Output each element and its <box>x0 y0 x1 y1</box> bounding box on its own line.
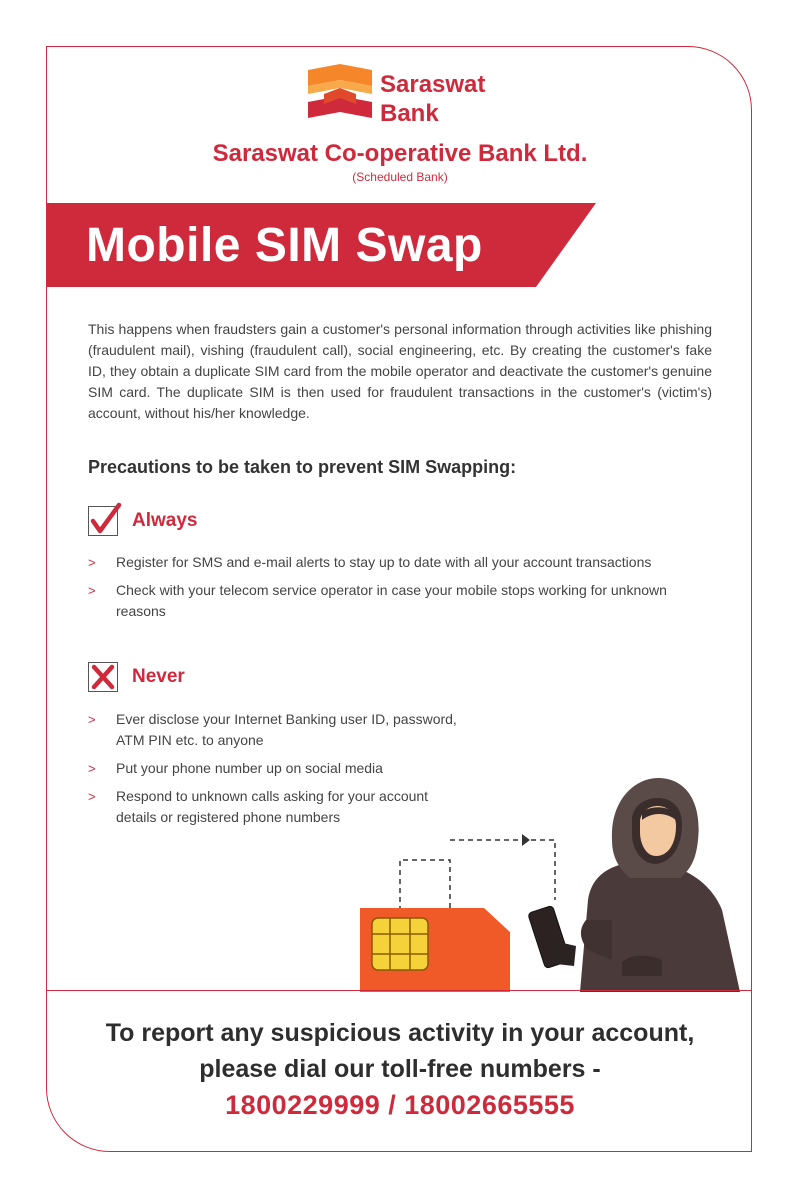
always-list <box>88 552 698 629</box>
list-item <box>88 709 468 751</box>
check-icon <box>87 501 123 539</box>
saraswat-logo-icon <box>304 64 376 126</box>
chevron-right-icon: > <box>88 555 96 570</box>
always-heading <box>88 506 197 536</box>
never-heading <box>88 662 185 692</box>
chevron-right-icon: > <box>88 789 96 804</box>
cross-icon <box>87 657 119 693</box>
logo-wordmark <box>380 70 485 128</box>
report-line-1: To report any suspicious activity in your account, <box>105 1019 695 1047</box>
list-item-text: Register for SMS and e-mail alerts to stay up to date with all your account transactions <box>116 554 652 570</box>
logo-line-1: Saraswat <box>380 71 486 98</box>
report-line-2: please dial our toll-free numbers - <box>199 1055 601 1083</box>
chevron-right-icon: > <box>88 712 96 727</box>
list-item-text: Check with your telecom service operator in case your mobile stops working for unknown reasons <box>116 582 667 619</box>
sim-swap-illustration <box>350 770 750 992</box>
chevron-right-icon: > <box>88 761 96 776</box>
hooded-fraudster-icon <box>528 778 740 992</box>
logo-line-2: Bank <box>380 100 439 127</box>
checkbox-frame <box>88 506 118 536</box>
list-item-text: Put your phone number up on social media <box>116 760 383 776</box>
list-item-text: Respond to unknown calls asking for your account details or registered phone numbers <box>116 788 429 825</box>
bank-subtitle: (Scheduled Bank) <box>352 170 448 184</box>
list-item-text: Ever disclose your Internet Banking user ID, password, ATM PIN etc. to anyone <box>116 711 457 748</box>
sim-chip-icon <box>372 918 428 970</box>
always-label: Always <box>132 510 198 531</box>
report-message <box>0 1015 800 1087</box>
bank-full-name: Saraswat Co-operative Bank Ltd. <box>212 140 588 167</box>
chevron-right-icon: > <box>88 583 96 598</box>
list-item <box>88 580 698 622</box>
page-title: Mobile SIM Swap <box>86 219 483 272</box>
checkbox-frame <box>88 662 118 692</box>
precautions-heading: Precautions to be taken to prevent SIM Swapping: <box>88 457 517 477</box>
intro-paragraph: This happens when fraudsters gain a customer's personal information through activities like phishing (fraudulent mail), vishing (fraudulent call), social engineering, etc. By creating the customer's fake ID, they obtain a duplicate SIM card from the mobile operator and deactivate the customer's genuine SIM card. The duplicate SIM is then used for fraudulent transactions in the customer's (victim's) account, without his/her knowledge. <box>88 321 712 421</box>
toll-free-numbers: 1800229999 / 18002665555 <box>225 1090 575 1120</box>
list-item <box>88 552 698 573</box>
footer-divider <box>46 990 752 991</box>
never-label: Never <box>132 666 185 687</box>
